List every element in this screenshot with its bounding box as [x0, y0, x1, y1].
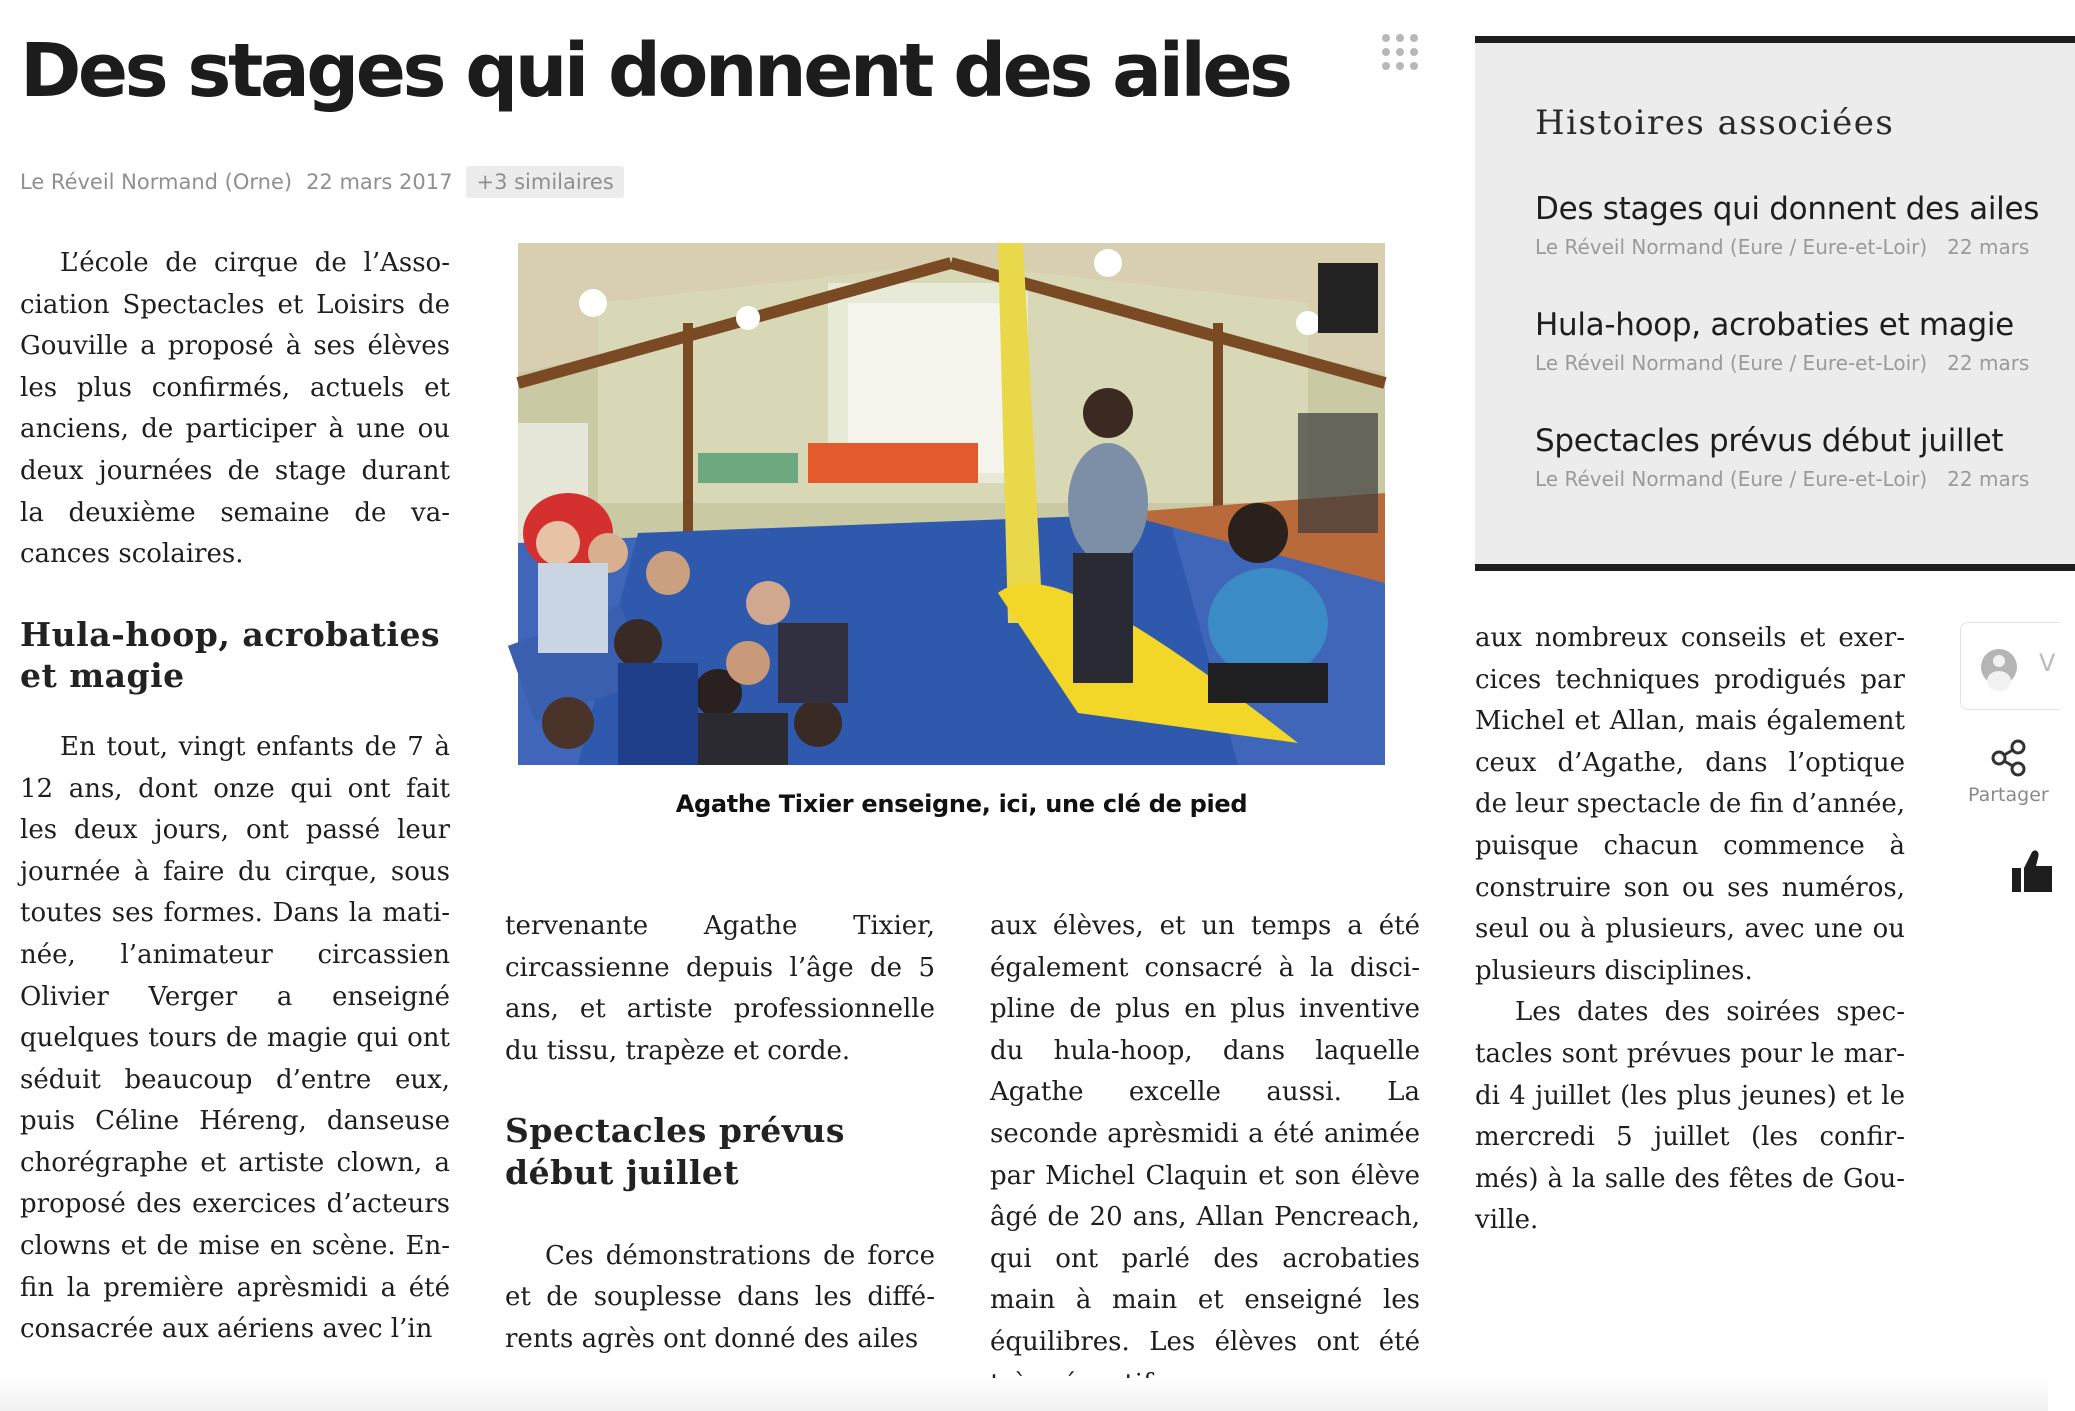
related-item-date: 22 mars [1947, 235, 2030, 259]
bottom-edge [0, 1378, 2048, 1411]
related-item-meta [1535, 351, 2029, 375]
related-item-source: Le Réveil Normand (Eure / Eure-et-Loir) [1535, 351, 1928, 375]
related-item-meta [1535, 467, 2029, 491]
similar-badge-button[interactable]: +3 similaires [466, 166, 623, 198]
paragraph: En tout, vingt enfants de 7 à 12 ans, dont onze qui ont fait les deux jours, ont passé leur journée à faire du cirque, sous toutes ses formes. Dans la matinée, l’animateur circassien Olivier Verger a enseigné quelques tours de magie qui ont séduit beaucoup d’entre eux, puis Céline Héreng, danseuse chorégraphe et artiste clown, a proposé des exercices d’acteurs clowns et de mise en scène. Enfin la première aprèsmidi a été consacrée aux aériens avec l’in [20, 731, 450, 1345]
thumbs-up-icon [2012, 848, 2052, 894]
share-label: Partager [1968, 784, 2049, 806]
article-date: 22 mars 2017 [306, 170, 453, 194]
article-column-1 [20, 243, 450, 1351]
paragraph: aux nombreux conseils et exercices techniques prodigués par Michel et Allan, mais également ceux d’Agathe, dans l’optique de leur spectacle de fin d’année, puisque chacun commence à construire son ou ses numéros, seul ou à plusieurs, avec une ou plusieurs disciplines. [1475, 623, 1905, 986]
related-item-title[interactable]: Des stages qui donnent des ailes [1535, 191, 2040, 227]
circus-class-photo [518, 243, 1385, 765]
paragraph: Les dates des soirées spectacles sont prévues pour le mardi 4 juillet (les plus jeunes) et le mercredi 5 juillet (les confirmés) à la salle des fêtes de Gouville. [1475, 997, 1905, 1236]
comment-placeholder[interactable]: V [2039, 649, 2056, 677]
comment-box[interactable] [1960, 622, 2060, 710]
related-item[interactable] [1535, 191, 2039, 259]
related-stories-panel [1475, 36, 2075, 571]
article-column-3 [990, 906, 1420, 1405]
article-column-2 [505, 906, 935, 1360]
article-source: Le Réveil Normand (Orne) [20, 170, 293, 194]
paragraph: aux élèves, et un temps a été également consacré à la discipline de plus en plus inventive du hula-hoop, dans laquelle Agathe excelle aussi. La seconde aprèsmidi a été animée par Michel Claquin et son élève âgé de 20 ans, Allan Pencreach, qui ont parlé des acrobaties main à main et enseigné les équilibres. Les élèves ont été [990, 911, 1420, 1357]
related-item-date: 22 mars [1947, 351, 2030, 375]
paragraph: tervenante Agathe Tixier, circassienne depuis l’âge de 5 ans, et artiste professionnelle du tissu, trapèze et corde. [505, 911, 935, 1066]
related-item-source: Le Réveil Normand (Eure / Eure-et-Loir) [1535, 467, 1928, 491]
grid-dots-icon[interactable] [1382, 34, 1422, 74]
section-heading: Spectacles prévus début juillet [505, 1111, 846, 1192]
article-column-4 [1475, 618, 1905, 1242]
related-item-date: 22 mars [1947, 467, 2030, 491]
article-meta [20, 166, 624, 198]
like-button[interactable] [2012, 848, 2052, 894]
paragraph: L’école de cirque de l’Association Spectacles et Loisirs de Gouville a proposé à ses élèves les plus confirmés, actuels et anciens, de participer à une ou deux journées de stage durant la deuxième semaine de vacances scolaires. [20, 248, 450, 570]
section-heading: Hula-hoop, acrobaties et magie [20, 614, 441, 696]
related-item-title[interactable]: Hula-hoop, acrobaties et magie [1535, 307, 2014, 343]
related-item-source: Le Réveil Normand (Eure / Eure-et-Loir) [1535, 235, 1928, 259]
related-item[interactable] [1535, 307, 2029, 375]
share-icon [1990, 740, 2028, 776]
related-heading: Histoires associées [1535, 103, 1895, 143]
article-title: Des stages qui donnent des ailes [20, 28, 1290, 114]
share-button[interactable] [1968, 740, 2058, 806]
paragraph: Ces démonstrations de force et de souplesse dans les différents agrès ont donné des ailes [505, 1240, 935, 1354]
related-item-title[interactable]: Spectacles prévus début juillet [1535, 423, 2004, 459]
related-item[interactable] [1535, 423, 2029, 491]
photo-caption: Agathe Tixier enseigne, ici, une clé de pied [675, 790, 1248, 818]
article-photo [518, 243, 1385, 765]
related-item-meta [1535, 235, 2039, 259]
user-avatar-icon [1981, 649, 2017, 685]
